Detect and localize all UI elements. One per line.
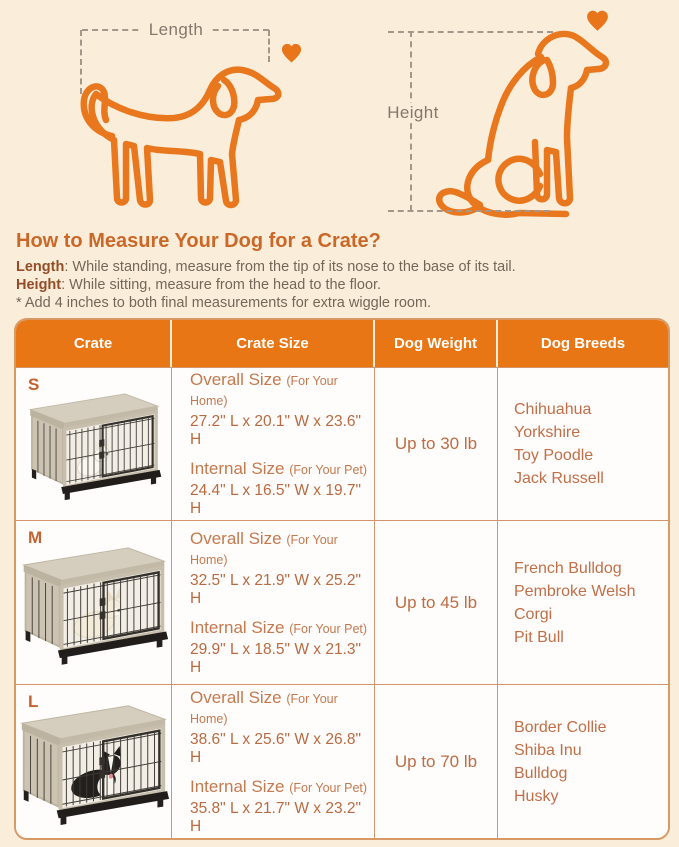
overall-size-dims: 38.6" L x 25.6" W x 26.8" H <box>190 730 362 766</box>
overall-size-dims: 32.5" L x 21.9" W x 25.2" H <box>190 571 362 607</box>
overall-size-note: (For Your Home) <box>190 374 338 408</box>
breed: Bulldog <box>514 764 568 782</box>
length-desc: : While standing, measure from the tip of its nose to the base of its tail. <box>64 259 516 275</box>
table-row-l-weight: Up to 70 lb <box>375 684 498 838</box>
internal-size-note: (For Your Pet) <box>289 780 368 795</box>
table-row-l-size <box>172 684 375 838</box>
breed: French Bulldog <box>514 559 622 577</box>
breed: Pembroke Welsh <box>514 582 636 600</box>
header-dog-breeds: Dog Breeds <box>498 320 668 367</box>
height-instruction <box>16 277 381 293</box>
size-letter: S <box>28 375 40 394</box>
length-term: Length <box>16 259 65 275</box>
sitting-dog-outline-icon <box>420 24 650 220</box>
table-row-l-breeds <box>498 684 668 838</box>
table-row-s-size <box>172 367 375 520</box>
crate-size-table <box>14 318 670 840</box>
overall-size-label: Overall Size <box>190 370 282 389</box>
internal-size-note: (For Your Pet) <box>289 463 368 477</box>
standing-dog-outline-icon <box>48 38 292 224</box>
length-measure-tick-left <box>80 30 82 94</box>
size-letter: L <box>28 692 39 711</box>
table-row-m-weight: Up to 45 lb <box>375 520 498 684</box>
overall-size-label: Overall Size <box>190 687 282 707</box>
table-row-m-crate <box>16 520 172 684</box>
page-title: How to Measure Your Dog for a Crate? <box>16 230 381 252</box>
height-label: Height <box>380 103 446 123</box>
header-crate-size: Crate Size <box>172 320 375 367</box>
table-row-l-crate <box>16 684 172 838</box>
internal-size-dims: 35.8" L x 21.7" W x 23.2" H <box>190 799 362 835</box>
internal-size-note: (For Your Pet) <box>289 621 368 636</box>
table-row-m-breeds <box>498 520 668 684</box>
breed: Husky <box>514 787 559 805</box>
length-measure-tick-right <box>268 30 270 62</box>
internal-size-label: Internal Size <box>190 776 285 796</box>
crate-photo-medium <box>18 540 170 666</box>
internal-size-dims: 24.4" L x 16.5" W x 19.7" H <box>190 482 362 517</box>
overall-size-label: Overall Size <box>190 528 282 548</box>
heart-icon <box>585 9 610 32</box>
crate-photo-small <box>25 387 163 501</box>
heart-icon <box>280 42 303 64</box>
height-measure-tick-top <box>388 31 553 33</box>
table-row-s-weight: Up to 30 lb <box>375 367 498 520</box>
crate-photo-large <box>16 695 171 829</box>
overall-size-note: (For Your Home) <box>190 532 338 567</box>
breed: Shiba Inu <box>514 741 582 759</box>
breed: Chihuahua <box>514 401 592 418</box>
height-desc: : While sitting, measure from the head to the floor. <box>61 277 382 293</box>
wiggle-room-note: * Add 4 inches to both final measurements for extra wiggle room. <box>16 295 432 311</box>
size-letter: M <box>28 528 43 547</box>
internal-size-dims: 29.9" L x 18.5" W x 21.3" H <box>190 640 362 676</box>
table-row-s-breeds <box>498 367 668 520</box>
overall-size-dims: 27.2" L x 20.1" W x 23.6" H <box>190 413 362 448</box>
breed: Yorkshire <box>514 424 581 441</box>
header-dog-weight: Dog Weight <box>375 320 498 367</box>
length-label: Length <box>142 20 210 40</box>
breed: Corgi <box>514 605 553 623</box>
height-term: Height <box>16 277 62 293</box>
header-crate: Crate <box>16 320 172 367</box>
breed: Toy Poodle <box>514 447 594 464</box>
internal-size-label: Internal Size <box>190 617 285 637</box>
internal-size-label: Internal Size <box>190 459 285 478</box>
length-instruction <box>16 259 516 275</box>
breed: Border Collie <box>514 718 607 736</box>
breed: Pit Bull <box>514 628 564 646</box>
table-row-s-crate <box>16 367 172 520</box>
table-row-m-size <box>172 520 375 684</box>
height-measure-tick-bottom <box>388 210 550 212</box>
overall-size-note: (For Your Home) <box>190 691 338 726</box>
breed: Jack Russell <box>514 470 604 487</box>
